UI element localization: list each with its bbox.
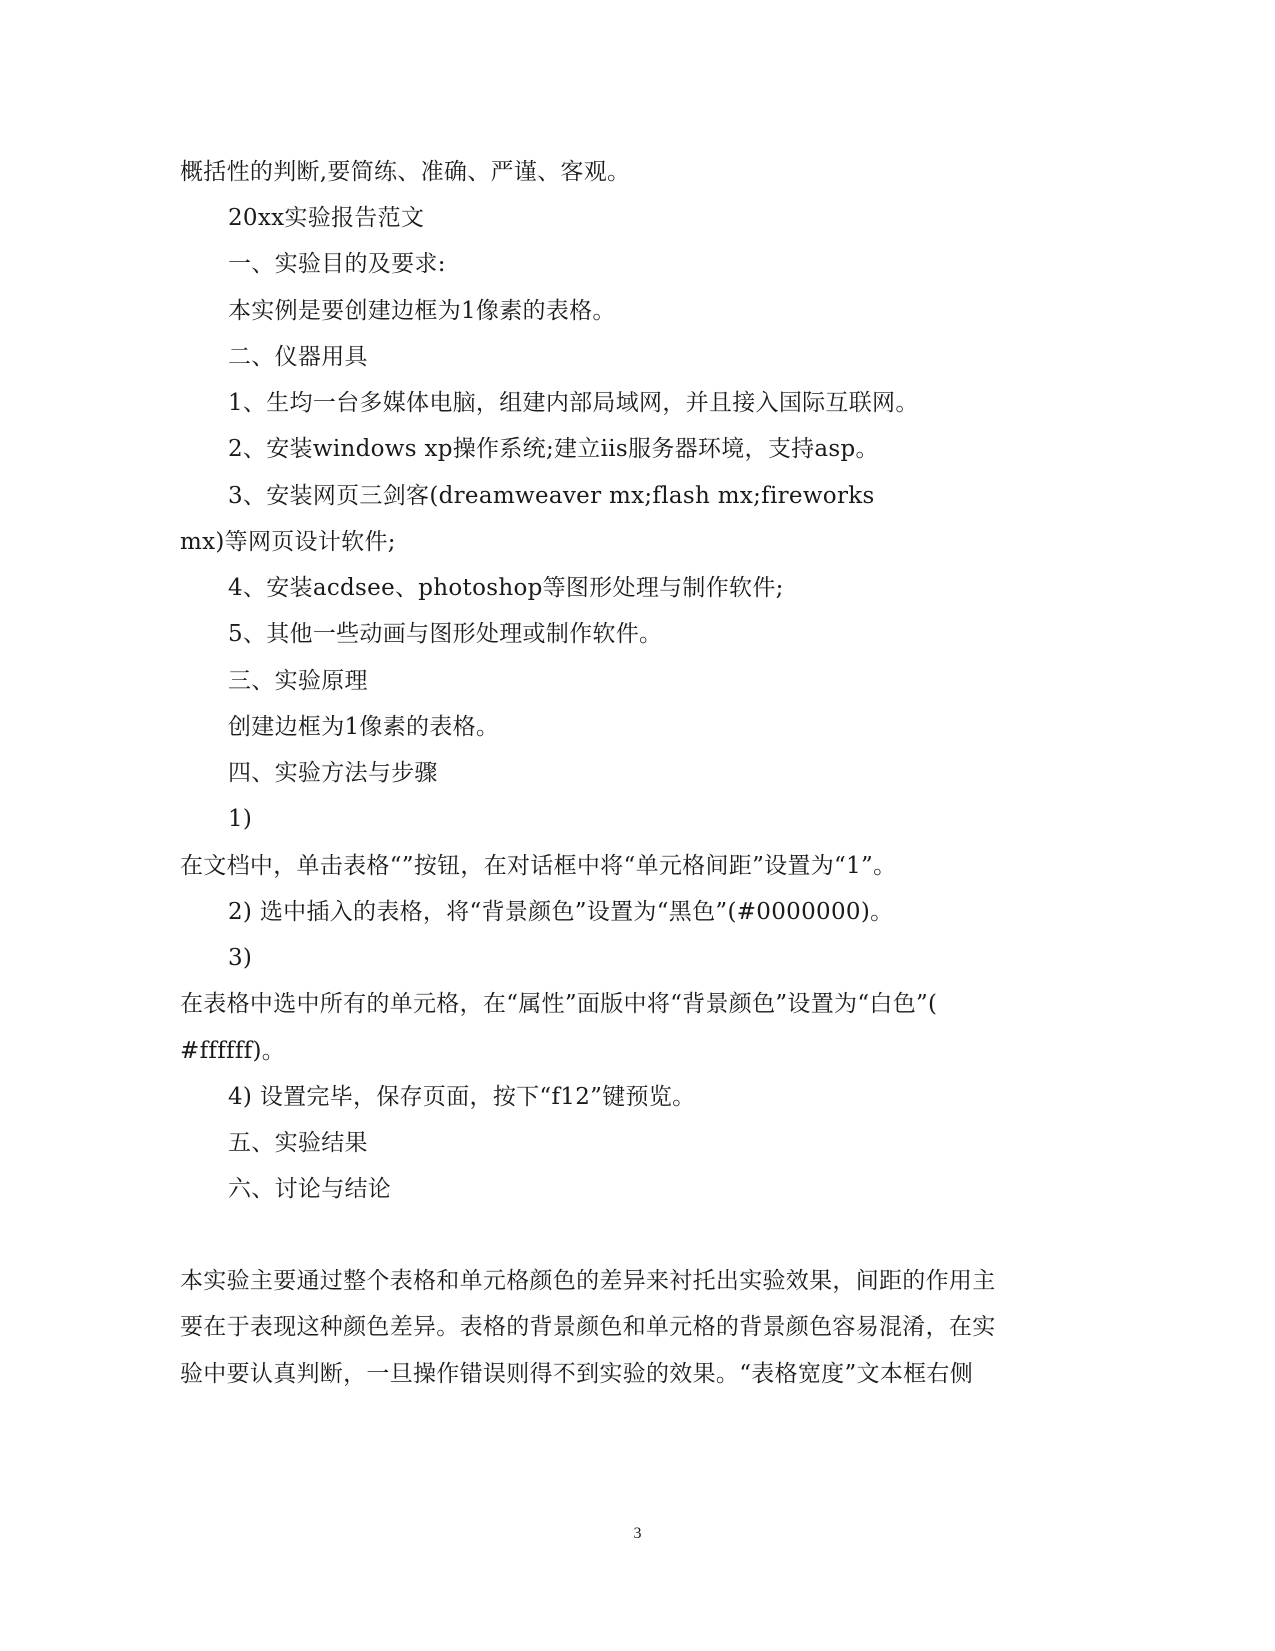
body-text-line: 创建边框为1像素的表格。 bbox=[228, 714, 500, 740]
step-text: 4) 设置完毕，保存页面，按下“f12”键预览。 bbox=[228, 1084, 696, 1110]
step-text: 在文档中，单击表格“”按钮，在对话框中将“单元格间距”设置为“1”。 bbox=[180, 853, 897, 879]
step-number: 1) bbox=[228, 806, 253, 832]
list-item: 3、安装网页三剑客(dreamweaver mx;flash mx;fireworks bbox=[228, 483, 875, 509]
section-heading: 三、实验原理 bbox=[228, 668, 368, 694]
body-text-line: 概括性的判断,要简练、准确、严谨、客观。 bbox=[180, 159, 631, 185]
body-text-line: 本实例是要创建边框为1像素的表格。 bbox=[228, 298, 616, 324]
page-number: 3 bbox=[633, 1525, 642, 1542]
section-heading: 二、仪器用具 bbox=[228, 344, 368, 370]
body-text-line: 要在于表现这种颜色差异。表格的背景颜色和单元格的背景颜色容易混淆，在实 bbox=[180, 1314, 996, 1340]
list-item: 4、安装acdsee、photoshop等图形处理与制作软件; bbox=[228, 575, 784, 601]
section-heading: 六、讨论与结论 bbox=[228, 1176, 392, 1202]
section-heading: 一、实验目的及要求: bbox=[228, 251, 446, 277]
step-number: 3) bbox=[228, 945, 253, 971]
section-heading: 五、实验结果 bbox=[228, 1130, 368, 1156]
step-text: 2) 选中插入的表格，将“背景颜色”设置为“黑色”(#0000000)。 bbox=[228, 899, 894, 925]
list-item: 2、安装windows xp操作系统;建立iis服务器环境，支持asp。 bbox=[228, 436, 879, 462]
body-text-line: 本实验主要通过整个表格和单元格颜色的差异来衬托出实验效果，间距的作用主 bbox=[180, 1268, 996, 1294]
section-heading: 四、实验方法与步骤 bbox=[228, 760, 438, 786]
step-text-continuation: #ffffff)。 bbox=[180, 1038, 286, 1064]
list-item: 1、生均一台多媒体电脑，组建内部局域网，并且接入国际互联网。 bbox=[228, 390, 919, 416]
step-text: 在表格中选中所有的单元格，在“属性”面版中将“背景颜色”设置为“白色”( bbox=[180, 991, 938, 1017]
body-text-line: 验中要认真判断，一旦操作错误则得不到实验的效果。“表格宽度”文本框右侧 bbox=[180, 1361, 974, 1387]
list-item: 5、其他一些动画与图形处理或制作软件。 bbox=[228, 621, 663, 647]
list-item-continuation: mx)等网页设计软件; bbox=[180, 529, 396, 555]
section-heading: 20xx实验报告范文 bbox=[228, 205, 425, 231]
